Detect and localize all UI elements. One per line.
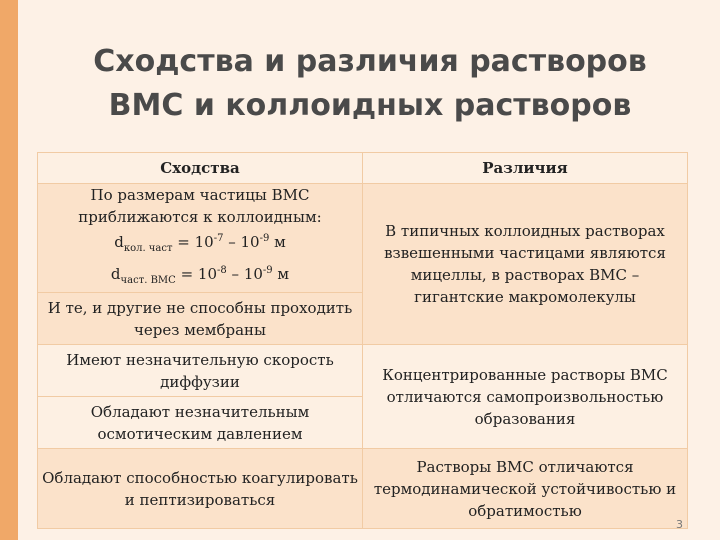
header-differences: Различия xyxy=(363,153,688,184)
similarity-coagulation-cell: Обладают способностью коагулировать и пептизироваться xyxy=(38,449,363,529)
sim1-line2: приближаются к коллоидным: xyxy=(78,208,322,226)
similarity-osmotic-cell: Обладают незначительным осмотическим давлением xyxy=(38,397,363,449)
difference-spontaneous-cell: Концентрированные растворы ВМС отличаются самопроизвольностью образования xyxy=(363,345,688,449)
polymer-particle-size-formula: $d_{част. ВМС} = 10^{-8} - 10^{-9}$ м xyxy=(110,265,290,286)
left-accent-bar xyxy=(0,0,18,540)
comparison-table xyxy=(37,152,688,529)
similarity-membrane-cell: И те, и другие не способны проходить через мембраны xyxy=(38,293,363,345)
slide-title xyxy=(40,40,700,128)
similarity-size-cell xyxy=(38,184,363,293)
header-similarities: Сходства xyxy=(38,153,363,184)
colloid-particle-size-formula: $d_{кол. част} = 10^{-7} - 10^{-9}$ м xyxy=(114,233,286,254)
sim1-line1: По размерам частицы ВМС xyxy=(90,186,310,204)
page-number: 3 xyxy=(676,518,683,531)
title-line-1: Сходства и различия растворов xyxy=(93,44,647,79)
difference-stability-cell: Растворы ВМС отличаются термодинамической устойчивостью и обратимостью xyxy=(363,449,688,529)
similarity-diffusion-cell: Имеют незначительную скорость диффузии xyxy=(38,345,363,397)
difference-micelles-cell: В типичных коллоидных растворах взвешенными частицами являются мицеллы, в растворах ВМС – гигантские макромолекулы xyxy=(363,184,688,345)
title-line-2: ВМС и коллоидных растворов xyxy=(108,88,632,123)
